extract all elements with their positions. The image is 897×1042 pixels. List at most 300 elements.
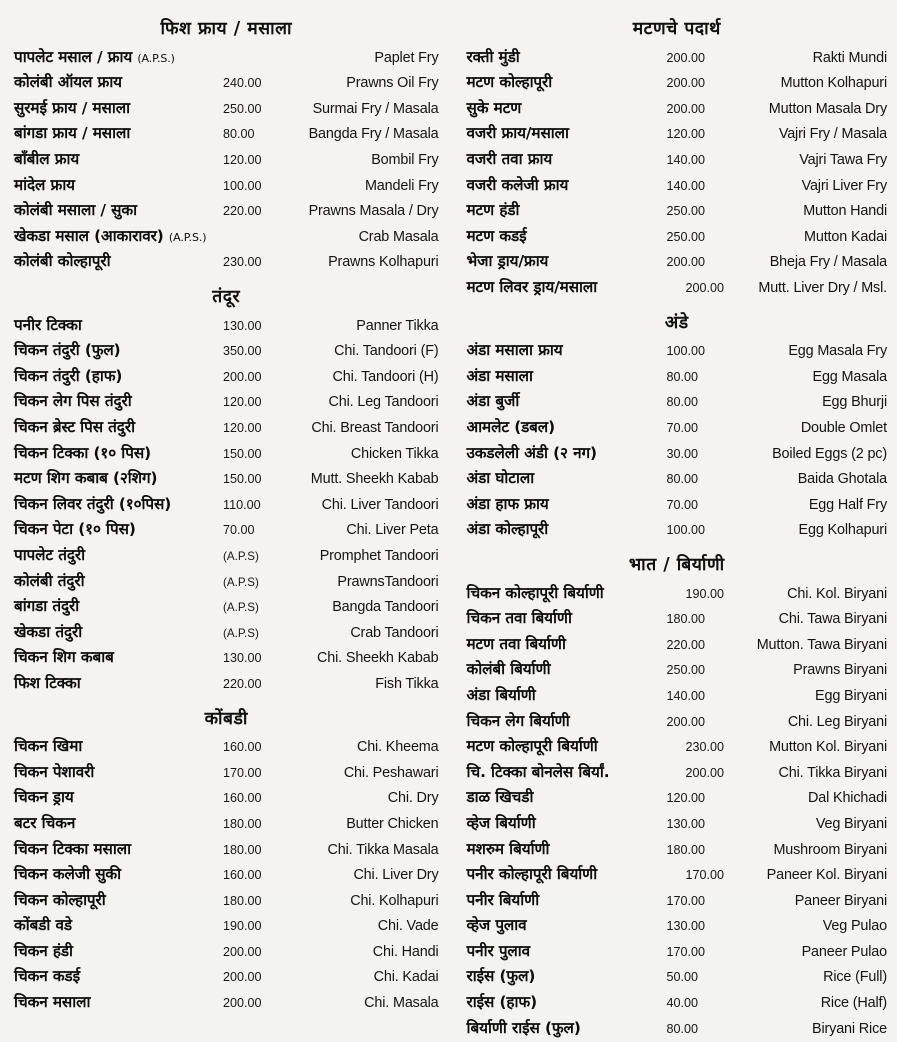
menu-item-price: 180.00 [219, 812, 285, 838]
menu-item-name-marathi: अंडा कोल्हापूरी [467, 517, 663, 543]
menu-item-list [14, 313, 439, 697]
menu-item-name-marathi: मटण तवा बिर्याणी [467, 632, 663, 658]
menu-item-name-english: Mutt. Sheekh Kabab [285, 467, 439, 493]
menu-item-name-english: Egg Masala [729, 365, 888, 391]
menu-item-note: (A.P.S.) [137, 52, 175, 65]
menu-item-row [14, 888, 439, 914]
menu-item-name-marathi: अंडा मसाला [467, 364, 663, 390]
menu-columns [0, 18, 897, 900]
menu-item-row [467, 632, 888, 658]
menu-item-price: 200.00 [663, 97, 729, 123]
menu-item-name-english: Mutton. Tawa Biryani [729, 633, 888, 659]
menu-item-name-english: Paneer Kol. Biryani [738, 863, 888, 889]
menu-item-name-marathi: सुरमई फ्राय / मसाला [14, 96, 219, 122]
menu-item-price: 170.00 [663, 940, 729, 966]
menu-item-row [467, 964, 888, 990]
menu-item-name-english: Chi. Vade [285, 914, 439, 940]
menu-item-name-marathi: पनीर बिर्याणी [467, 888, 663, 914]
menu-item-name-english: Mutton Kol. Biryani [738, 735, 888, 761]
menu-item-row [467, 709, 888, 735]
menu-item-name-marathi: पनीर पुलाव [467, 939, 663, 965]
menu-item-name-english: Chi. Kolhapuri [285, 889, 439, 915]
menu-item-name-marathi: खेकडा तंदुरी [14, 620, 219, 646]
menu-item-name-english: Vajri Tawa Fry [729, 148, 888, 174]
menu-item-name-english: Chi. Liver Dry [285, 863, 439, 889]
menu-item-name-english: Mandeli Fry [285, 174, 439, 200]
menu-item-row [14, 990, 439, 1016]
menu-item-price: 150.00 [219, 467, 285, 493]
menu-item-name-english: Crab Tandoori [285, 621, 439, 647]
menu-item-name-english: Chi. Kol. Biryani [738, 582, 888, 608]
menu-item-name-marathi: मांदेल फ्राय [14, 173, 219, 199]
menu-item-name-marathi: पापलेट मसाल / फ्राय (A.P.S.) [14, 45, 219, 72]
menu-item-row [14, 837, 439, 863]
menu-item-price: 200.00 [682, 276, 738, 302]
menu-item-list [467, 338, 888, 543]
menu-item-name-english: Mushroom Biryani [729, 838, 888, 864]
menu-item-price: 230.00 [219, 250, 285, 276]
menu-item-row [467, 249, 888, 275]
menu-item-name-english: Panner Tikka [285, 314, 439, 340]
section-title: कोंबडी [14, 706, 439, 735]
menu-item-row [467, 415, 888, 441]
menu-item-row [14, 734, 439, 760]
menu-item-row [14, 147, 439, 173]
menu-item-price: 200.00 [682, 761, 738, 787]
menu-item-name-marathi: बांगडा तंदुरी [14, 594, 219, 620]
menu-item-price: 130.00 [663, 914, 729, 940]
menu-item-note: (A.P.S.) [169, 231, 207, 244]
menu-item-price: 180.00 [219, 889, 285, 915]
menu-item-name-english: Chicken Tikka [285, 442, 439, 468]
section-title: अंडे [467, 310, 888, 339]
menu-item-row [467, 760, 888, 786]
menu-item-name-english: Bombil Fry [285, 148, 439, 174]
menu-item-name-marathi: व्हेज बिर्याणी [467, 811, 663, 837]
menu-item-name-english: Crab Masala [285, 225, 439, 251]
menu-item-name-marathi: चिकन कोल्हापूरी [14, 888, 219, 914]
menu-item-row [467, 70, 888, 96]
menu-item-price: 150.00 [219, 442, 285, 468]
menu-item-price: 80.00 [219, 122, 285, 148]
menu-item-name-english: Mutton Masala Dry [729, 97, 888, 123]
menu-item-price: 230.00 [682, 735, 738, 761]
menu-item-row [14, 671, 439, 697]
menu-item-name-english: Fish Tikka [285, 672, 439, 698]
menu-item-name-marathi: चिकन मसाला [14, 990, 219, 1016]
menu-item-list [14, 734, 439, 1016]
menu-item-price: 70.00 [663, 493, 729, 519]
menu-item-name-english: Chi. Kheema [285, 735, 439, 761]
menu-item-row [14, 862, 439, 888]
section-title: तंदूर [14, 284, 439, 313]
menu-item-name-marathi: चिकन ड्राय [14, 785, 219, 811]
menu-item-name-marathi: मटण कडई [467, 224, 663, 250]
menu-item-price: 120.00 [663, 786, 729, 812]
menu-item-price: 140.00 [663, 684, 729, 710]
menu-item-price: 200.00 [219, 365, 285, 391]
menu-item-name-marathi: वजरी तवा फ्राय [467, 147, 663, 173]
menu-item-price: 140.00 [663, 148, 729, 174]
menu-item-price: 220.00 [219, 672, 285, 698]
menu-item-name-english: Chi. Dry [285, 786, 439, 812]
menu-item-name-marathi: चिकन पेशावरी [14, 760, 219, 786]
menu-item-name-marathi: अंडा मसाला फ्राय [467, 338, 663, 364]
menu-item-row [467, 913, 888, 939]
menu-item-name-english: Egg Bhurji [729, 390, 888, 416]
menu-item-name-marathi: वजरी कलेजी फ्राय [467, 173, 663, 199]
menu-item-price: 180.00 [663, 838, 729, 864]
menu-item-row [467, 734, 888, 760]
menu-item-name-english: PrawnsTandoori [285, 570, 439, 596]
menu-column-right [449, 18, 897, 900]
menu-item-name-marathi: कोलंबी मसाला / सुका [14, 198, 219, 224]
menu-item-row [14, 964, 439, 990]
menu-item-price: 200.00 [663, 71, 729, 97]
menu-item-row [467, 785, 888, 811]
menu-item-name-marathi: पापलेट तंदुरी [14, 543, 219, 569]
menu-item-row [14, 939, 439, 965]
menu-item-name-english: Chi. Leg Biryani [729, 710, 888, 736]
menu-item-row [14, 645, 439, 671]
menu-item-row [14, 569, 439, 595]
menu-item-name-english: Rakti Mundi [729, 46, 888, 72]
menu-item-name-english: Paneer Pulao [729, 940, 888, 966]
menu-item-row [467, 466, 888, 492]
menu-item-price: 100.00 [663, 518, 729, 544]
menu-item-name-english: Prawns Oil Fry [285, 71, 439, 97]
menu-item-price: 130.00 [219, 646, 285, 672]
menu-item-name-marathi: चिकन तवा बिर्याणी [467, 606, 663, 632]
menu-item-name-marathi: मशरुम बिर्याणी [467, 837, 663, 863]
menu-item-row [467, 121, 888, 147]
menu-item-row [467, 173, 888, 199]
menu-item-price: 160.00 [219, 735, 285, 761]
menu-item-name-marathi: चि. टिक्का बोनलेस बिर्यां. [467, 760, 682, 786]
menu-item-name-english: Baida Ghotala [729, 467, 888, 493]
menu-item-row [14, 415, 439, 441]
menu-item-name-marathi: कोंबडी वडे [14, 913, 219, 939]
menu-item-name-english: Chi. Breast Tandoori [285, 416, 439, 442]
menu-item-price: 140.00 [663, 174, 729, 200]
menu-item-name-english: Chi. Liver Peta [285, 518, 439, 544]
menu-item-price: 160.00 [219, 863, 285, 889]
menu-item-name-marathi: पनीर टिक्का [14, 313, 219, 339]
menu-item-price: (A.P.S) [219, 595, 285, 621]
menu-item-name-english: Mutton Handi [729, 199, 888, 225]
menu-item-row [467, 811, 888, 837]
menu-item-price: 200.00 [219, 991, 285, 1017]
menu-item-name-english: Butter Chicken [285, 812, 439, 838]
menu-item-row [467, 657, 888, 683]
menu-item-name-marathi: चिकन टिक्का (१० पिस) [14, 441, 219, 467]
menu-item-row [467, 990, 888, 1016]
menu-item-row [467, 96, 888, 122]
menu-item-price: 200.00 [663, 250, 729, 276]
menu-item-row [467, 275, 888, 301]
menu-item-list [14, 45, 439, 275]
menu-item-row [467, 581, 888, 607]
menu-item-name-english: Chi. Masala [285, 991, 439, 1017]
menu-item-price: 30.00 [663, 442, 729, 468]
menu-item-name-marathi: चिकन ब्रेस्ट पिस तंदुरी [14, 415, 219, 441]
menu-item-name-english: Surmai Fry / Masala [285, 97, 439, 123]
menu-item-price: 80.00 [663, 390, 729, 416]
menu-item-name-marathi: अंडा हाफ फ्राय [467, 492, 663, 518]
menu-item-name-marathi: चिकन लेग पिस तंदुरी [14, 389, 219, 415]
section-title: फिश फ्राय / मसाला [14, 18, 439, 45]
menu-item-price: 250.00 [663, 225, 729, 251]
menu-item-name-english: Chi. Tawa Biryani [729, 607, 888, 633]
menu-item-name-english: Egg Kolhapuri [729, 518, 888, 544]
menu-section [14, 284, 439, 697]
menu-item-name-english: Bheja Fry / Masala [729, 250, 888, 276]
menu-item-name-marathi: अंडा घोटाला [467, 466, 663, 492]
menu-item-row [467, 441, 888, 467]
menu-item-row [14, 913, 439, 939]
menu-item-name-english: Mutton Kadai [729, 225, 888, 251]
menu-item-name-marathi: बॉंबील फ्राय [14, 147, 219, 173]
menu-item-price: 250.00 [663, 658, 729, 684]
menu-item-name-marathi: चिकन शिग कबाब [14, 645, 219, 671]
menu-item-name-english: Mutton Kolhapuri [729, 71, 888, 97]
menu-item-name-marathi: कोलंबी कोल्हापूरी [14, 249, 219, 275]
menu-item-price: 170.00 [219, 761, 285, 787]
menu-item-price: 80.00 [663, 365, 729, 391]
menu-item-row [14, 198, 439, 224]
menu-item-name-english: Bangda Tandoori [285, 595, 439, 621]
menu-item-name-marathi: चिकन कोल्हापूरी बिर्याणी [467, 581, 682, 607]
menu-item-name-marathi: अंडा बुर्जी [467, 389, 663, 415]
menu-item-row [14, 338, 439, 364]
menu-item-name-marathi: डाळ खिचडी [467, 785, 663, 811]
menu-item-name-marathi: चिकन खिमा [14, 734, 219, 760]
section-spacer [467, 301, 888, 310]
menu-item-price: 180.00 [219, 838, 285, 864]
menu-item-name-marathi: वजरी फ्राय/मसाला [467, 121, 663, 147]
menu-item-name-marathi: मटण कोल्हापूरी [467, 70, 663, 96]
menu-item-name-marathi: आमलेट (डबल) [467, 415, 663, 441]
menu-item-row [467, 338, 888, 364]
menu-item-price: 220.00 [663, 633, 729, 659]
menu-item-name-english: Chi. Sheekh Kabab [285, 646, 439, 672]
menu-item-name-marathi: कोलंबी ऑयल फ्राय [14, 70, 219, 96]
menu-item-row [14, 45, 439, 71]
menu-item-row [467, 389, 888, 415]
menu-item-name-marathi: रक्ती मुंडी [467, 45, 663, 71]
menu-item-name-english: Promphet Tandoori [285, 544, 439, 570]
menu-item-name-marathi: बिर्याणी राईस (फुल) [467, 1016, 663, 1042]
menu-item-name-marathi: फिश टिक्का [14, 671, 219, 697]
menu-item-price: 130.00 [663, 812, 729, 838]
menu-item-name-english: Veg Pulao [729, 914, 888, 940]
menu-item-price: (A.P.S) [219, 621, 285, 647]
menu-item-row [14, 785, 439, 811]
menu-item-row [14, 70, 439, 96]
menu-item-name-english: Egg Half Fry [729, 493, 888, 519]
menu-item-price: 200.00 [219, 940, 285, 966]
menu-item-name-marathi: मटण शिग कबाब (२शिग) [14, 466, 219, 492]
menu-section [467, 310, 888, 543]
menu-item-name-english: Rice (Full) [729, 965, 888, 991]
menu-item-row [467, 147, 888, 173]
menu-item-name-marathi: बटर चिकन [14, 811, 219, 837]
menu-item-row [467, 837, 888, 863]
menu-item-name-marathi: उकडलेली अंडी (२ नग) [467, 441, 663, 467]
menu-item-name-english: Rice (Half) [729, 991, 888, 1017]
menu-item-name-english: Paplet Fry [285, 46, 439, 72]
menu-item-name-marathi: चिकन तंदुरी (हाफ) [14, 364, 219, 390]
menu-item-row [14, 811, 439, 837]
menu-item-name-english: Biryani Rice [729, 1017, 888, 1042]
menu-item-name-marathi: मटण हंडी [467, 198, 663, 224]
section-spacer [467, 543, 888, 552]
menu-item-row [467, 606, 888, 632]
section-title: मटणचे पदार्थ [467, 18, 888, 45]
menu-item-name-english: Prawns Kolhapuri [285, 250, 439, 276]
menu-item-row [467, 45, 888, 71]
menu-item-name-english: Paneer Biryani [729, 889, 888, 915]
menu-item-price: 80.00 [663, 467, 729, 493]
menu-item-row [467, 888, 888, 914]
menu-item-price: 200.00 [663, 710, 729, 736]
menu-item-price: 190.00 [219, 914, 285, 940]
menu-item-price: 100.00 [219, 174, 285, 200]
menu-item-name-english: Prawns Biryani [729, 658, 888, 684]
menu-item-name-marathi: कोलंबी तंदुरी [14, 569, 219, 595]
menu-item-row [14, 364, 439, 390]
menu-item-name-english: Chi. Tikka Biryani [738, 761, 888, 787]
menu-item-name-marathi: भेजा ड्राय/फ्राय [467, 249, 663, 275]
menu-item-name-english: Vajri Liver Fry [729, 174, 888, 200]
menu-item-row [14, 517, 439, 543]
menu-item-row [14, 249, 439, 275]
menu-item-price: 40.00 [663, 991, 729, 1017]
menu-item-name-english: Egg Biryani [729, 684, 888, 710]
menu-item-name-marathi: चिकन लिवर तंदुरी (१०पिस) [14, 492, 219, 518]
menu-item-name-marathi: चिकन कडई [14, 964, 219, 990]
menu-item-name-english: Egg Masala Fry [729, 339, 888, 365]
menu-item-price: 100.00 [663, 339, 729, 365]
menu-item-name-english: Chi. Handi [285, 940, 439, 966]
menu-item-price: 220.00 [219, 199, 285, 225]
section-spacer [14, 697, 439, 706]
menu-item-price: 130.00 [219, 314, 285, 340]
menu-item-name-marathi: चिकन टिक्का मसाला [14, 837, 219, 863]
menu-item-price: 160.00 [219, 786, 285, 812]
menu-item-row [467, 224, 888, 250]
menu-item-name-english: Boiled Eggs (2 pc) [729, 442, 888, 468]
menu-item-name-marathi: व्हेज पुलाव [467, 913, 663, 939]
menu-item-name-marathi: चिकन तंदुरी (फुल) [14, 338, 219, 364]
menu-item-name-marathi: बांगडा फ्राय / मसाला [14, 121, 219, 147]
menu-item-row [14, 96, 439, 122]
menu-item-name-english: Prawns Masala / Dry [285, 199, 439, 225]
menu-item-name-english: Chi. Kadai [285, 965, 439, 991]
menu-item-price: (A.P.S) [219, 570, 285, 596]
menu-item-name-marathi: मटण लिवर ड्राय/मसाला [467, 275, 682, 301]
menu-item-price: 110.00 [219, 493, 285, 519]
section-spacer [14, 275, 439, 284]
menu-item-price: 120.00 [219, 148, 285, 174]
menu-section [14, 18, 439, 275]
menu-item-name-marathi: चिकन पेटा (१० पिस) [14, 517, 219, 543]
menu-item-name-english: Mutt. Liver Dry / Msl. [738, 276, 888, 302]
menu-item-price: 120.00 [663, 122, 729, 148]
menu-item-name-marathi: राईस (फुल) [467, 964, 663, 990]
menu-item-price: 120.00 [219, 390, 285, 416]
menu-item-price: 180.00 [663, 607, 729, 633]
menu-item-row [14, 224, 439, 250]
menu-item-name-english: Chi. Leg Tandoori [285, 390, 439, 416]
menu-item-price: 70.00 [663, 416, 729, 442]
menu-item-name-english: Chi. Tandoori (F) [285, 339, 439, 365]
menu-item-price: 350.00 [219, 339, 285, 365]
menu-item-name-marathi: अंडा बिर्याणी [467, 683, 663, 709]
menu-item-name-english: Dal Khichadi [729, 786, 888, 812]
menu-item-price: 240.00 [219, 71, 285, 97]
menu-item-row [467, 198, 888, 224]
menu-item-row [14, 466, 439, 492]
menu-item-name-marathi: कोलंबी बिर्याणी [467, 657, 663, 683]
menu-item-row [14, 121, 439, 147]
menu-item-name-english: Chi. Peshawari [285, 761, 439, 787]
menu-section [14, 706, 439, 1016]
menu-item-name-marathi: चिकन लेग बिर्याणी [467, 709, 663, 735]
menu-item-row [467, 939, 888, 965]
menu-item-row [467, 364, 888, 390]
menu-item-name-english: Vajri Fry / Masala [729, 122, 888, 148]
menu-item-price: 250.00 [663, 199, 729, 225]
menu-item-row [467, 492, 888, 518]
menu-item-row [14, 441, 439, 467]
menu-item-name-english: Chi. Liver Tandoori [285, 493, 439, 519]
menu-item-price: 70.00 [219, 518, 285, 544]
menu-item-name-english: Veg Biryani [729, 812, 888, 838]
menu-item-name-marathi: चिकन कलेजी सुकी [14, 862, 219, 888]
menu-item-name-marathi: चिकन हंडी [14, 939, 219, 965]
menu-item-row [14, 173, 439, 199]
menu-item-row [14, 389, 439, 415]
menu-item-row [467, 683, 888, 709]
menu-item-price: 170.00 [663, 889, 729, 915]
menu-item-price: 170.00 [682, 863, 738, 889]
menu-item-name-marathi: पनीर कोल्हापूरी बिर्याणी [467, 862, 682, 888]
menu-item-name-english: Chi. Tandoori (H) [285, 365, 439, 391]
menu-item-row [14, 620, 439, 646]
menu-item-row [14, 313, 439, 339]
menu-item-name-english: Double Omlet [729, 416, 888, 442]
menu-item-price: 80.00 [663, 1017, 729, 1042]
menu-item-row [14, 492, 439, 518]
menu-item-price: (A.P.S) [219, 544, 285, 570]
menu-item-name-marathi: राईस (हाफ) [467, 990, 663, 1016]
menu-item-price: 200.00 [663, 46, 729, 72]
menu-item-row [467, 862, 888, 888]
menu-item-name-english: Bangda Fry / Masala [285, 122, 439, 148]
menu-item-price: 190.00 [682, 582, 738, 608]
menu-item-name-english: Chi. Tikka Masala [285, 838, 439, 864]
section-title: भात / बिर्याणी [467, 552, 888, 581]
menu-item-price: 50.00 [663, 965, 729, 991]
menu-section [467, 552, 888, 1041]
menu-column-left [0, 18, 449, 900]
menu-item-row [14, 594, 439, 620]
menu-item-price: 120.00 [219, 416, 285, 442]
menu-section [467, 18, 888, 301]
menu-item-price: 200.00 [219, 965, 285, 991]
menu-item-row [467, 1016, 888, 1042]
